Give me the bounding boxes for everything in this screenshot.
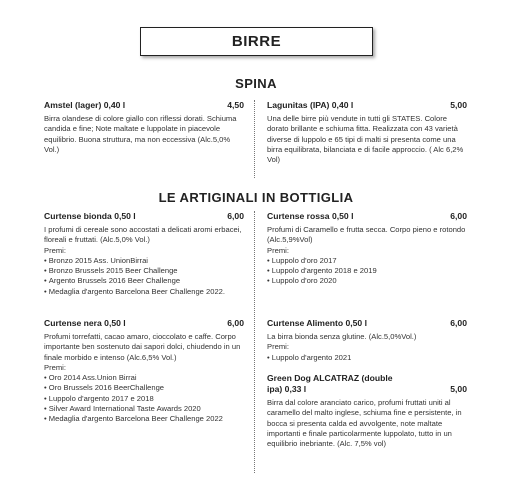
item-description: I profumi di cereale sono accostati a delicati aromi erbacei, floreali e fruttati. (Alc.5,0% Vol.) [44,225,242,245]
award-item: • Luppolo d'argento 2021 [267,353,467,363]
award-item: • Silver Award International Taste Awards 2020 [44,404,244,414]
item-description: Profumi di Caramello e frutta secca. Corpo pieno e rotondo (Alc.5,9%Vol) [267,225,466,245]
menu-item-curtense-nera [44,318,244,425]
item-price: 6,00 [227,318,244,328]
item-price: 6,00 [450,318,467,328]
item-name: Curtense nera 0,50 l [44,318,126,328]
award-item: • Bronzo Brussels 2015 Beer Challenge [44,266,244,276]
item-price: 6,00 [227,211,244,221]
awards-list [267,353,467,363]
item-price: 5,00 [450,384,467,394]
item-price: 6,00 [450,211,467,221]
item-name: Lagunitas (IPA) 0,40 l [267,100,354,110]
awards-list [44,256,244,297]
item-name: Green Dog ALCATRAZ (double ipa) 0,33 l [267,373,393,394]
page-title: BIRRE [140,27,373,56]
award-item: • Medaglia d'argento Barcelona Beer Challenge 2022 [44,414,244,424]
award-item: • Luppolo d'argento 2017 e 2018 [44,394,244,404]
menu-item-curtense-rossa [267,211,467,287]
section-title-artigianali: LE ARTIGINALI IN BOTTIGLIA [158,190,354,205]
column-divider-artigianali [254,211,255,473]
menu-item-curtense-bionda [44,211,244,297]
item-description: Birra dal colore aranciato carico, profumi fruttati uniti al caramello del malto inglese, schiuma fine e persistente, in bocca si presenta calda ed avvolgente, note maltate importanti e finale particolarmente luppolato, tutto in un equilibrio inebriante. (Alc. 7,5% vol) [267,398,462,449]
item-description: La birra bionda senza glutine. (Alc.5,0%Vol.) [267,332,417,341]
award-item: • Luppolo d'oro 2017 [267,256,467,266]
award-item: • Medaglia d'argento Barcelona Beer Challenge 2022. [44,287,244,297]
award-item: • Luppolo d'argento 2018 e 2019 [267,266,467,276]
award-item: • Oro Brussels 2016 BeerChallenge [44,383,244,393]
menu-item-curtense-alimento [267,318,467,363]
awards-list [44,373,244,424]
menu-item-green-dog-alcatraz [267,373,467,449]
awards-label: Premi: [267,342,289,352]
menu-item-lagunitas [267,100,467,165]
item-name: Amstel (lager) 0,40 l [44,100,126,110]
item-description: Una delle birre più vendute in tutti gli STATES. Colore dorato brillante e schiuma fitta. Realizzata con 43 varietà diverse di luppolo e 65 tipi di malti si presenta come una birra equilibrata, bilanciata e di facile approccio. ( Alc 6,2% Vol) [267,114,464,165]
item-name: Curtense Alimento 0,50 l [267,318,367,328]
item-name: Curtense rossa 0,50 l [267,211,354,221]
award-item: • Oro 2014 Ass.Union Birrai [44,373,244,383]
item-price: 4,50 [227,100,244,110]
awards-label: Premi: [267,245,289,255]
item-description: Birra olandese di colore giallo con riflessi dorati. Schiuma candida e fine; Note maltate e luppolate in piacevole equilibrio. Buona struttura, ma non eccessiva (Alc.5,0% Vol.) [44,114,237,154]
award-item: • Bronzo 2015 Ass. UnionBirrai [44,256,244,266]
awards-label: Premi: [44,245,66,255]
awards-label: Premi: [44,362,66,372]
item-name: Curtense bionda 0,50 l [44,211,136,221]
awards-list [267,256,467,287]
menu-item-amstel [44,100,244,155]
item-price: 5,00 [450,100,467,110]
section-title-spina: SPINA [235,76,277,91]
column-divider-spina [254,100,255,178]
award-item: • Luppolo d'oro 2020 [267,276,467,286]
award-item: • Argento Brussels 2016 Beer Challenge [44,276,244,286]
item-description: Profumi torrefatti, cacao amaro, cioccolato e caffe. Corpo importante ben sostenuto dai sapori dolci, chiudendo in un finale morbido e intenso (Alc.6,5% Vol.) [44,332,241,362]
